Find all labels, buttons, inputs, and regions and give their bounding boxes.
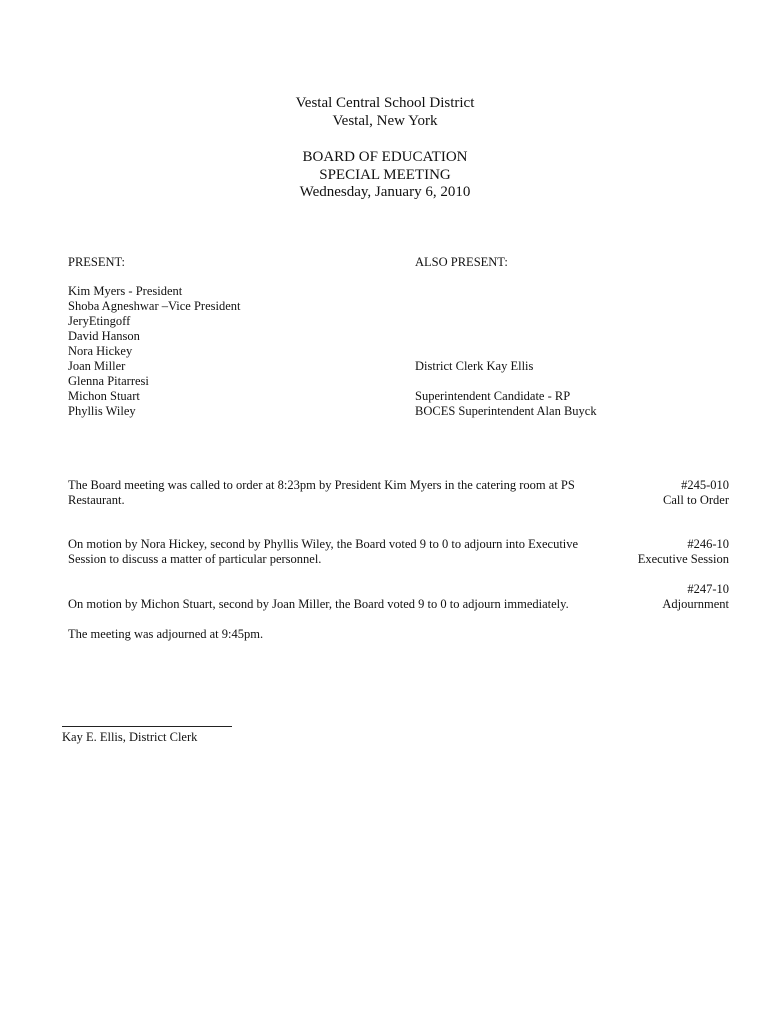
also-present-entry: Superintendent Candidate - RP (415, 389, 571, 403)
motion-text (68, 537, 608, 567)
meeting-type: SPECIAL MEETING (319, 167, 451, 183)
motion-line: On motion by Michon Stuart, second by Joan Miller, the Board voted 9 to 0 to adjourn immediately. (68, 597, 569, 611)
present-member: Kim Myers - President (68, 284, 183, 298)
present-member: JeryEtingoff (68, 314, 131, 328)
motion-line: On motion by Nora Hickey, second by Phyllis Wiley, the Board voted 9 to 0 to adjourn into Executive (68, 537, 579, 551)
motion-title: Executive Session (637, 552, 729, 566)
motion-line: Restaurant. (68, 493, 125, 507)
motion-reference (638, 537, 729, 567)
present-member: Shoba Agneshwar –Vice President (68, 299, 241, 313)
motion-reference (662, 582, 729, 612)
signature-line (62, 726, 232, 727)
also-present-entry: BOCES Superintendent Alan Buyck (415, 404, 597, 418)
adjournment-note: The meeting was adjourned at 9:45pm. (68, 627, 264, 641)
motion-number: #247-10 (687, 582, 729, 596)
present-member: David Hanson (68, 329, 140, 343)
motion-number: #245-010 (681, 478, 729, 492)
motion-line: The Board meeting was called to order at 8:23pm by President Kim Myers in the catering room at PS (68, 478, 575, 492)
motion-text (68, 597, 608, 612)
present-member: Phyllis Wiley (68, 404, 136, 418)
also-present-entry: District Clerk Kay Ellis (415, 359, 534, 373)
signature-name: Kay E. Ellis, District Clerk (62, 730, 198, 744)
motion-title: Call to Order (663, 493, 729, 507)
present-member: Michon Stuart (68, 389, 140, 403)
also-present-heading: ALSO PRESENT: (415, 255, 508, 269)
motion-text (68, 478, 608, 508)
motion-number: #246-10 (687, 537, 729, 551)
district-name: Vestal Central School District (295, 95, 475, 111)
district-location: Vestal, New York (332, 113, 438, 129)
present-member: Glenna Pitarresi (68, 374, 149, 388)
present-member: Joan Miller (68, 359, 126, 373)
motion-line: Session to discuss a matter of particular personnel. (68, 552, 322, 566)
meeting-date: Wednesday, January 6, 2010 (299, 184, 471, 200)
motion-title: Adjournment (662, 597, 729, 611)
present-heading: PRESENT: (68, 255, 126, 269)
motion-reference (663, 478, 729, 508)
present-member: Nora Hickey (68, 344, 133, 358)
board-title: BOARD OF EDUCATION (302, 149, 468, 165)
